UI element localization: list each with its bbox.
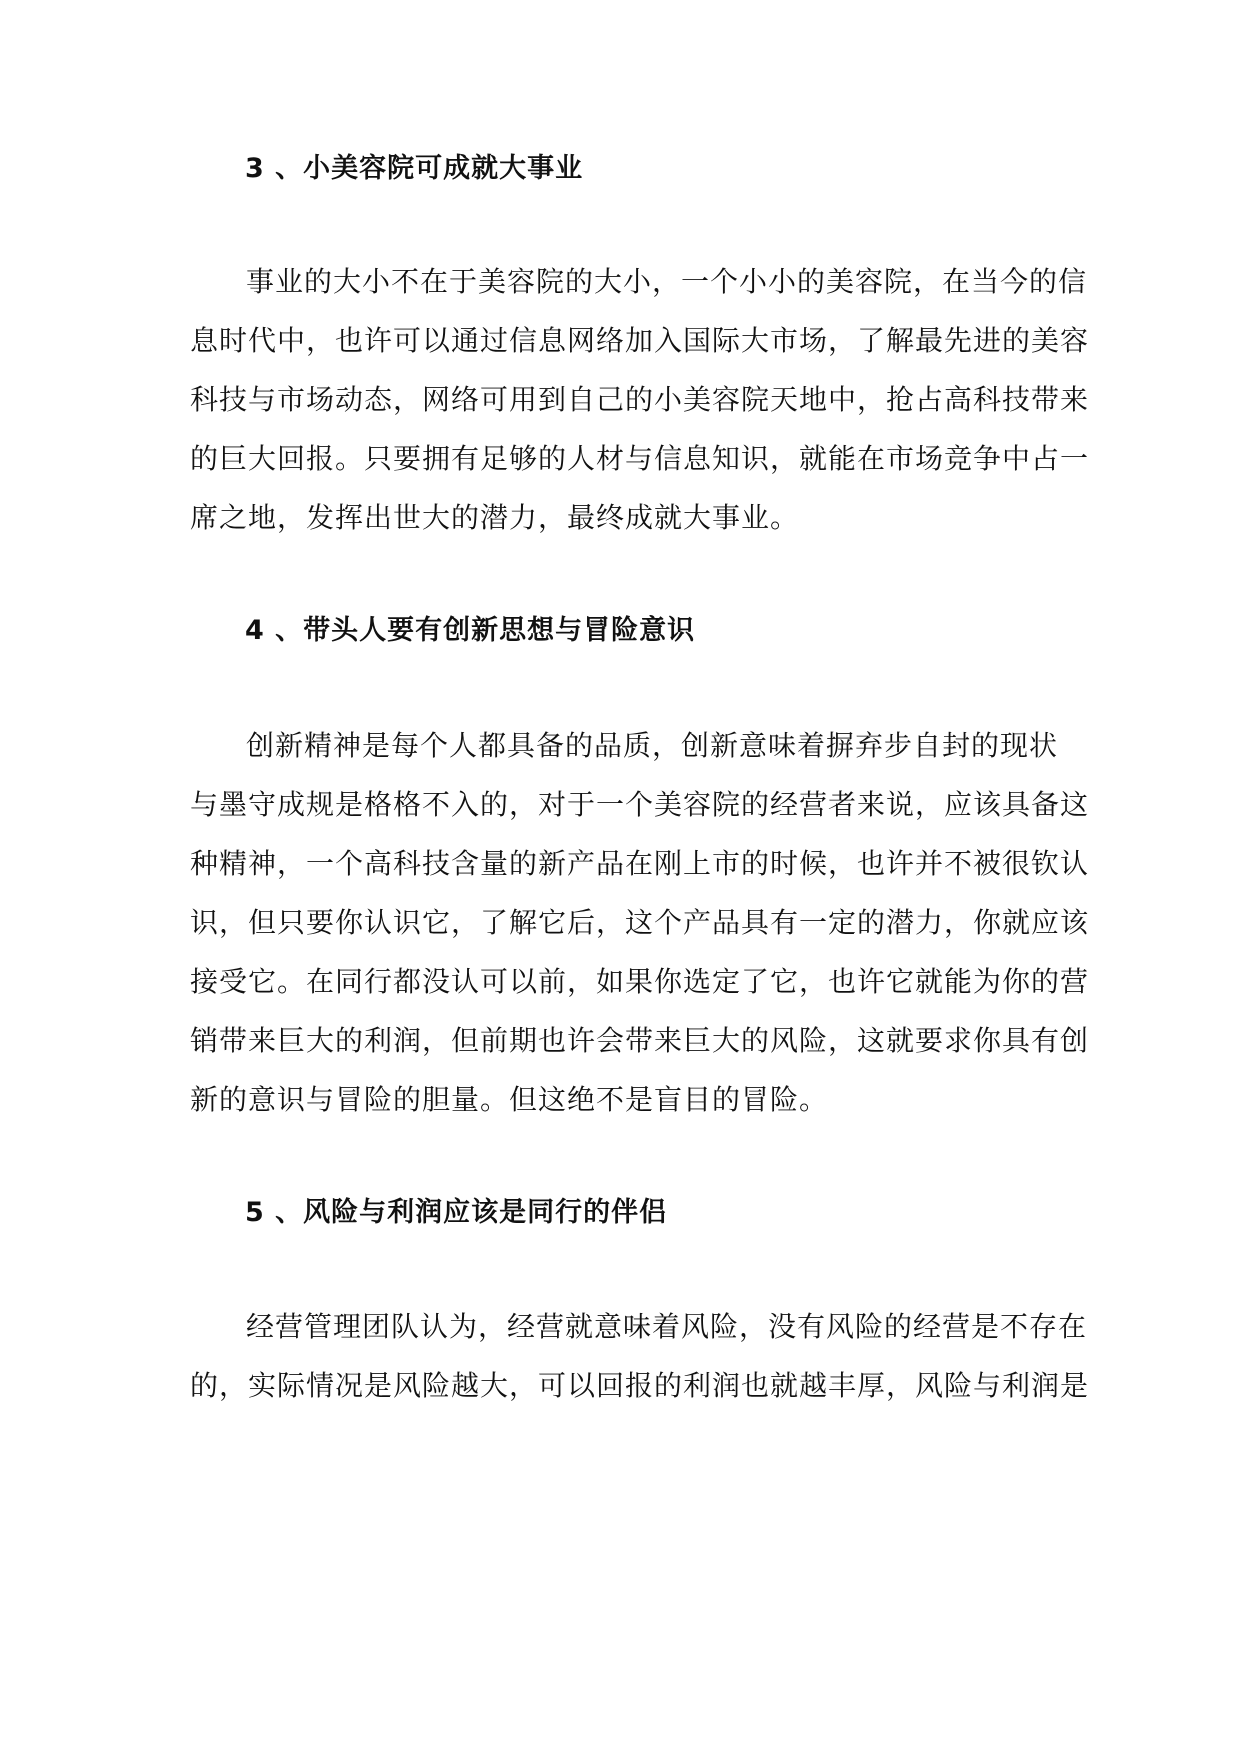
paragraph-line: 席之地，发挥出世大的潜力，最终成就大事业。 [190,501,800,534]
paragraph-line: 事业的大小不在于美容院的大小，一个小小的美容院，在当今的信 [246,265,1088,298]
section-heading-5: 5 、风险与利润应该是同行的伴侣 [245,1197,668,1228]
paragraph-line: 种精神，一个高科技含量的新产品在刚上市的时候，也许并不被很钦认 [190,847,1090,880]
paragraph-line: 创新精神是每个人都具备的品质，创新意味着摒弃步自封的现状 [246,729,1059,762]
paragraph-line: 识，但只要你认识它，了解它后，这个产品具有一定的潜力，你就应该 [190,906,1090,939]
section-paragraph-5 [190,1297,1090,1415]
paragraph-line: 接受它。在同行都没认可以前，如果你选定了它，也许它就能为你的营 [190,965,1090,998]
section-heading-3: 3 、小美容院可成就大事业 [245,153,584,184]
paragraph-line: 与墨守成规是格格不入的，对于一个美容院的经营者来说，应该具备这 [190,788,1090,821]
paragraph-line: 销带来巨大的利润，但前期也许会带来巨大的风险，这就要求你具有创 [190,1024,1090,1057]
paragraph-line: 新的意识与冒险的胆量。但这绝不是盲目的冒险。 [190,1083,829,1116]
paragraph-line: 息时代中，也许可以通过信息网络加入国际大市场，了解最先进的美容 [190,324,1090,357]
section-paragraph-4 [190,716,1090,1129]
paragraph-line: 经营管理团队认为，经营就意味着风险，没有风险的经营是不存在 [246,1310,1088,1343]
paragraph-line: 的巨大回报。只要拥有足够的人材与信息知识，就能在市场竞争中占一 [190,442,1090,475]
paragraph-line: 科技与市场动态，网络可用到自己的小美容院天地中，抢占高科技带来 [190,383,1090,416]
section-paragraph-3 [190,252,1090,547]
paragraph-line: 的，实际情况是风险越大，可以回报的利润也就越丰厚，风险与利润是 [190,1369,1090,1402]
section-heading-4: 4 、带头人要有创新思想与冒险意识 [245,615,696,646]
